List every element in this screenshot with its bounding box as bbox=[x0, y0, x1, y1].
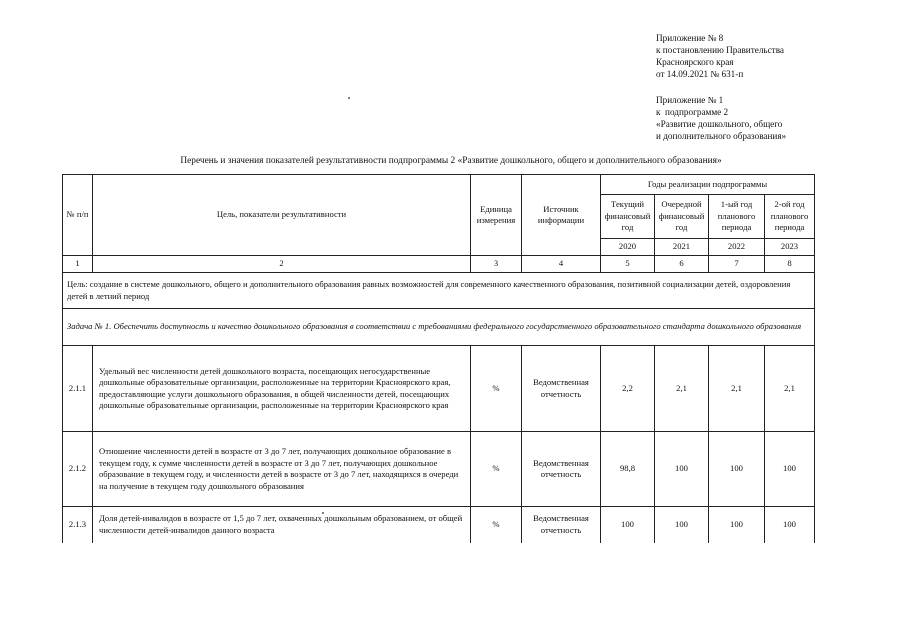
header-year-current: Текущий финансовый год bbox=[601, 195, 655, 239]
header-unit: Единица измерения bbox=[471, 175, 522, 256]
value-2021: 100 bbox=[655, 432, 709, 507]
value-2023: 2,1 bbox=[765, 346, 815, 432]
value-2020: 2,2 bbox=[601, 346, 655, 432]
value-2023: 100 bbox=[765, 507, 815, 543]
indicator-source: Ведомственная отчетность bbox=[522, 507, 601, 543]
appendix-sub-line4: и дополнительного образования» bbox=[656, 131, 787, 141]
value-2021: 2,1 bbox=[655, 346, 709, 432]
task-text: Задача № 1. Обеспечить доступность и качество дошкольного образования в соответствии с требованиями федерального государственного образовательного стандарта дошкольного образования bbox=[63, 309, 815, 346]
header-goal: Цель, показатели результативности bbox=[93, 175, 471, 256]
header-num: № п/п bbox=[63, 175, 93, 256]
header-year-value: 2023 bbox=[765, 239, 815, 256]
indicator-unit: % bbox=[471, 346, 522, 432]
column-numbers-row bbox=[63, 256, 815, 273]
value-2022: 2,1 bbox=[709, 346, 765, 432]
header-year-value: 2021 bbox=[655, 239, 709, 256]
column-number: 6 bbox=[655, 256, 709, 273]
table-header-row bbox=[63, 175, 815, 195]
row-number: 2.1.1 bbox=[63, 346, 93, 432]
header-year-plan2: 2-ой год планового периода bbox=[765, 195, 815, 239]
value-2022: 100 bbox=[709, 432, 765, 507]
appendix-main-line4: от 14.09.2021 № 631-п bbox=[656, 69, 744, 79]
indicators-table bbox=[62, 174, 815, 543]
header-year-value: 2022 bbox=[709, 239, 765, 256]
table-row bbox=[63, 507, 815, 543]
value-2021: 100 bbox=[655, 507, 709, 543]
value-2023: 100 bbox=[765, 432, 815, 507]
appendix-sub-block bbox=[656, 94, 786, 142]
header-year-next: Очередной финансовый год bbox=[655, 195, 709, 239]
header-years-group: Годы реализации подпрограммы bbox=[601, 175, 815, 195]
indicator-unit: % bbox=[471, 432, 522, 507]
column-number: 1 bbox=[63, 256, 93, 273]
value-2020: 98,8 bbox=[601, 432, 655, 507]
table-row bbox=[63, 432, 815, 507]
header-year-value: 2020 bbox=[601, 239, 655, 256]
indicator-name: Отношение численности детей в возрасте от 3 до 7 лет, получающих дошкольное образование в текущем году, к сумме численности детей в возрасте от 3 до 7 лет, получающих дошкольное образование в текущем году, и численности детей в возрасте от 3 до 7 лет, находящихся в очереди на получение в текущем году дошкольного образования bbox=[93, 432, 471, 507]
scan-speck bbox=[348, 97, 350, 99]
goal-row bbox=[63, 273, 815, 309]
column-number: 8 bbox=[765, 256, 815, 273]
column-number: 2 bbox=[93, 256, 471, 273]
indicator-name: Удельный вес численности детей дошкольного возраста, посещающих негосударственные дошкольные образовательные организации, расположенные на территории Красноярского края, предоставляющие услуги дошкольного образования, в общей численности детей, посещающих дошкольные образовательные организации, расположенные на территории Красноярского края bbox=[93, 346, 471, 432]
appendix-main-block bbox=[656, 32, 784, 80]
header-source: Источник информации bbox=[522, 175, 601, 256]
column-number: 7 bbox=[709, 256, 765, 273]
appendix-main-line3: Красноярского края bbox=[656, 57, 734, 67]
table-row bbox=[63, 346, 815, 432]
value-2020: 100 bbox=[601, 507, 655, 543]
indicator-source: Ведомственная отчетность bbox=[522, 346, 601, 432]
appendix-sub-line2: к подпрограмме 2 bbox=[656, 107, 729, 117]
column-number: 5 bbox=[601, 256, 655, 273]
row-number: 2.1.2 bbox=[63, 432, 93, 507]
task-row bbox=[63, 309, 815, 346]
goal-text: Цель: создание в системе дошкольного, общего и дополнительного образования равных возможностей для современного качественного образования, позитивной социализации детей, оздоровления детей в летний период bbox=[63, 273, 815, 309]
appendix-sub-line3: «Развитие дошкольного, общего bbox=[656, 119, 783, 129]
indicator-name: Доля детей-инвалидов в возрасте от 1,5 до 7 лет, охваченных дошкольным образованием, от общей численности детей-инвалидов данного возраста bbox=[93, 507, 471, 543]
value-2022: 100 bbox=[709, 507, 765, 543]
header-year-plan1: 1-ый год планового периода bbox=[709, 195, 765, 239]
indicator-source: Ведомственная отчетность bbox=[522, 432, 601, 507]
column-number: 3 bbox=[471, 256, 522, 273]
column-number: 4 bbox=[522, 256, 601, 273]
indicator-unit: % bbox=[471, 507, 522, 543]
document-title: Перечень и значения показателей результативности подпрограммы 2 «Развитие дошкольного, общего и дополнительного образования» bbox=[180, 156, 722, 166]
appendix-main-line2: к постановлению Правительства bbox=[656, 45, 784, 55]
appendix-main-line1: Приложение № 8 bbox=[656, 33, 724, 43]
appendix-sub-line1: Приложение № 1 bbox=[656, 95, 724, 105]
row-number: 2.1.3 bbox=[63, 507, 93, 543]
